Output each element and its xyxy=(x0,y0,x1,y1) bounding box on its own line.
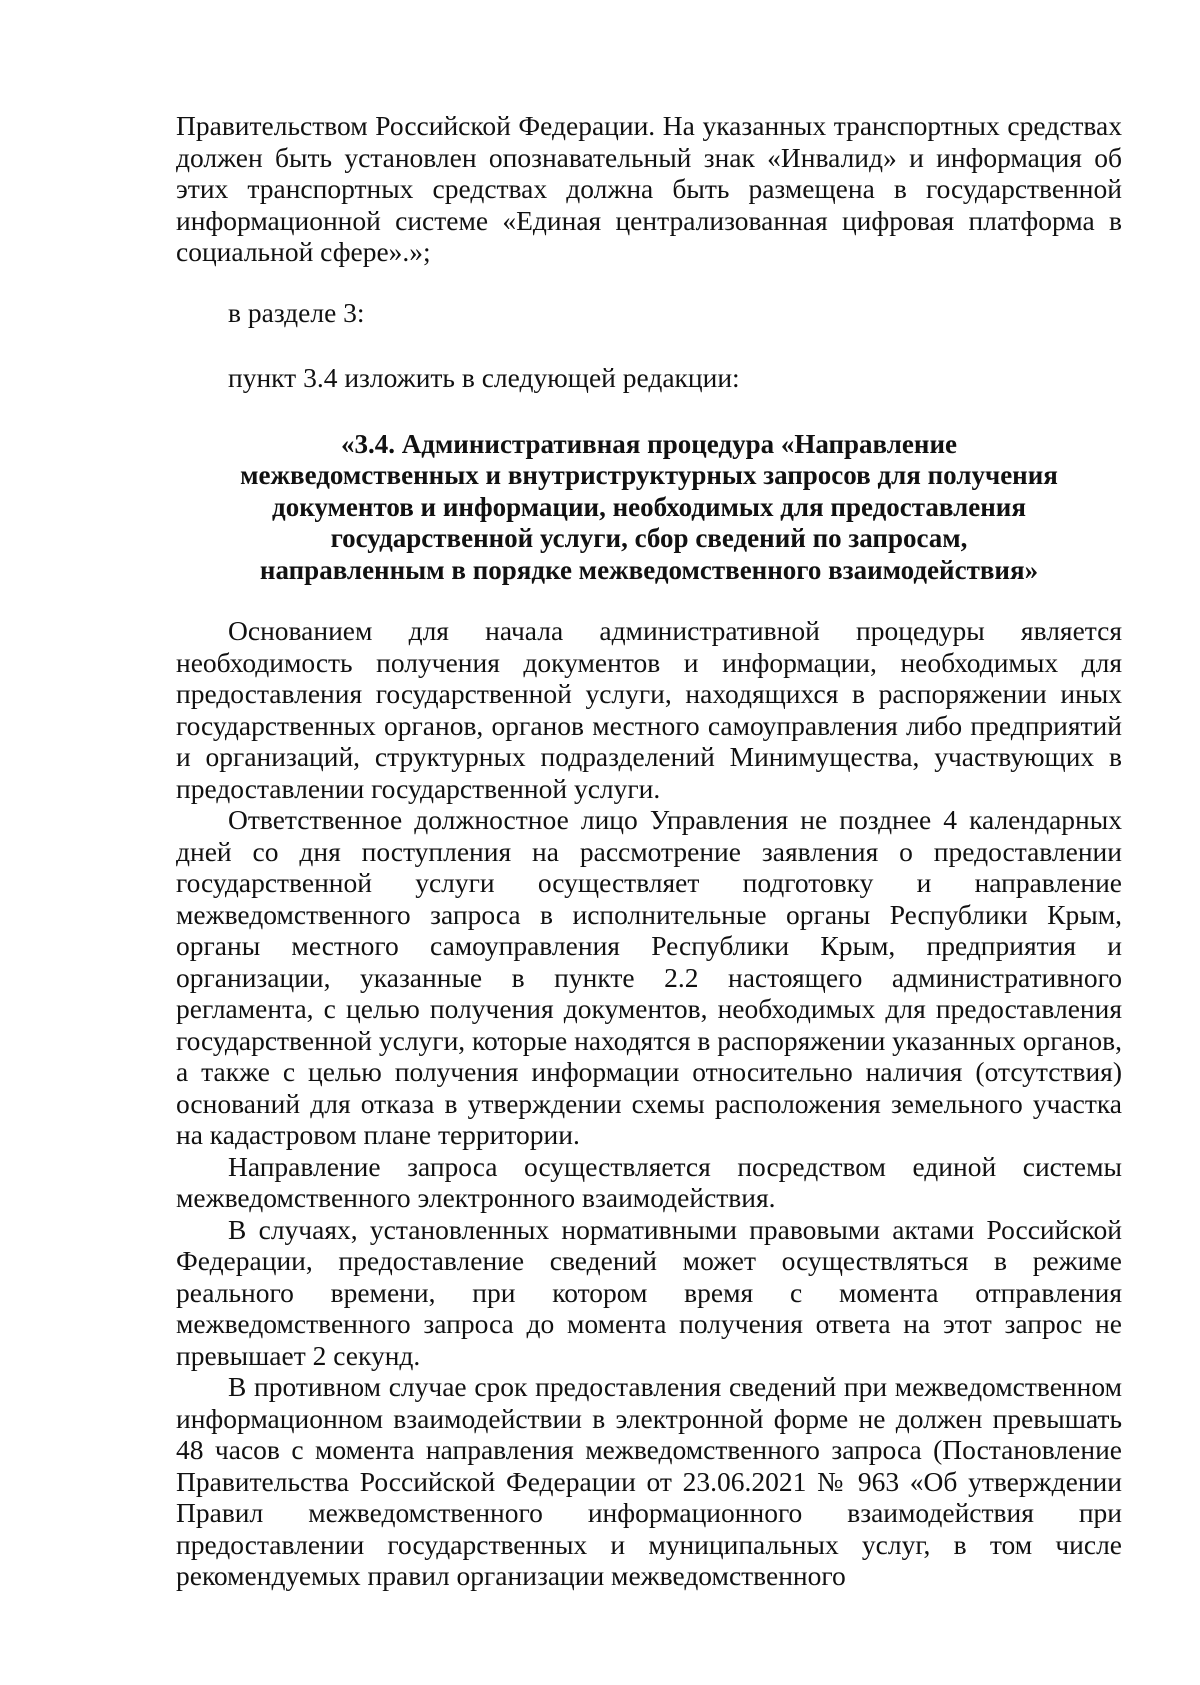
heading-line: «3.4. Административная процедура «Направление xyxy=(340,428,958,459)
section-heading xyxy=(176,429,1122,587)
heading-line: государственной услуги, сбор сведений по запросам, xyxy=(330,523,968,553)
document-page xyxy=(176,110,1122,1592)
paragraph-item-3-4-intro: пункт 3.4 изложить в следующей редакции: xyxy=(228,362,740,393)
heading-line: документов и информации, необходимых для предоставления xyxy=(272,491,1026,522)
body-paragraph: В случаях, установленных нормативными правовыми актами Российской Федерации, предоставление сведений может осуществляться в режиме реального времени, при котором время с момента отправления межведомственного запроса до момента получения ответа на этот запрос не превышает 2 секунд. xyxy=(176,1213,1122,1371)
paragraph-continuation: Правительством Российской Федерации. На указанных транспортных средствах должен быть установлен опознавательный знак «Инвалид» и информация об этих транспортных средствах должна быть размещена в государственной информационной системе «Единая централизованная цифровая платформа в социальной сфере».»; xyxy=(176,110,1122,267)
body-paragraph: В противном случае срок предоставления сведений при межведомственном информационном взаимодействии в электронной форме не должен превышать 48 часов с момента направления межведомственного запроса (Постановление Правительства Российской Федерации от 23.06.2021 № 963 «Об утверждении Правил межведомственного информационного взаимодействия при предоставлении государственных и муниципальных услуг, в том числе рекомендуемых правил организации межведомственного xyxy=(176,1371,1122,1591)
paragraph-section-3: в разделе 3: xyxy=(228,296,365,328)
body-paragraph: Направление запроса осуществляется посредством единой системы межведомственного электронного взаимодействия. xyxy=(176,1150,1122,1213)
heading-line: межведомственных и внутриструктурных запросов для получения xyxy=(240,460,1058,490)
body-paragraph: Ответственное должностное лицо Управления не позднее 4 календарных дней со дня поступления на рассмотрение заявления о предоставлении государственной услуги осуществляет подготовку и направление межведомственного запроса в исполнительные органы Республики Крым, органы местного самоуправления Республики Крым, предприятия и организации, указанные в пункте 2.2 настоящего административного регламента, с целью получения документов, необходимых для предоставления государственной услуги, которые находятся в распоряжении указанных органов, а также с целью получения информации относительно наличия (отсутствия) оснований для отказа в утверждении схемы расположения земельного участка на кадастровом плане территории. xyxy=(176,804,1122,1150)
heading-line: направленным в порядке межведомственного взаимодействия» xyxy=(259,554,1039,585)
body-paragraph: Основанием для начала административной процедуры является необходимость получения документов и информации, необходимых для предоставления государственной услуги, находящихся в распоряжении иных государственных органов, органов местного самоуправления либо предприятий и организаций, структурных подразделений Минимущества, участвующих в предоставлении государственной услуги. xyxy=(176,615,1122,804)
